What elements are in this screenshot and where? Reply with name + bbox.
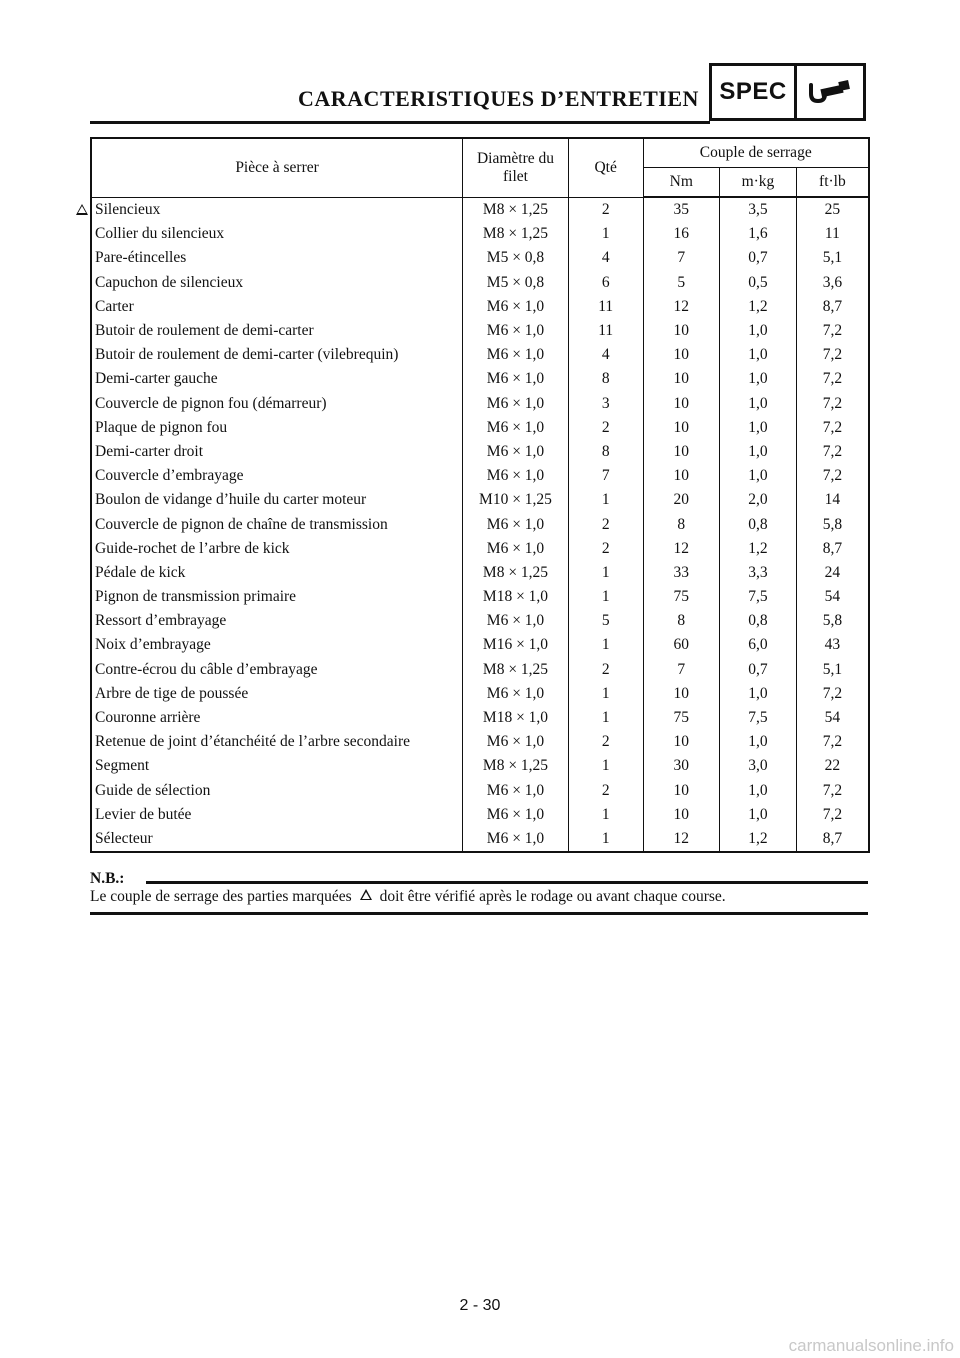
cell-mkg: 1,0 bbox=[720, 392, 797, 416]
cell-part: Couvercle de pignon de chaîne de transmission bbox=[91, 512, 463, 536]
spec-badge bbox=[709, 63, 866, 121]
cell-part: Contre-écrou du câble d’embrayage bbox=[91, 658, 463, 682]
cell-mkg: 0,5 bbox=[720, 271, 797, 295]
cell-mkg: 1,6 bbox=[720, 222, 797, 246]
cell-qty: 8 bbox=[568, 367, 643, 391]
cell-ftlb: 7,2 bbox=[796, 730, 869, 754]
cell-ftlb: 7,2 bbox=[796, 319, 869, 343]
cell-ftlb: 5,8 bbox=[796, 609, 869, 633]
cell-part: Retenue de joint d’étanchéité de l’arbre secondaire bbox=[91, 730, 463, 754]
cell-mkg: 1,0 bbox=[720, 343, 797, 367]
cell-mkg: 1,2 bbox=[720, 295, 797, 319]
cell-thread: M8 × 1,25 bbox=[463, 658, 569, 682]
cell-qty: 11 bbox=[568, 295, 643, 319]
cell-ftlb: 8,7 bbox=[796, 537, 869, 561]
cell-nm: 10 bbox=[643, 392, 720, 416]
cell-qty: 8 bbox=[568, 440, 643, 464]
spec-label: SPEC bbox=[712, 66, 797, 118]
cell-thread: M5 × 0,8 bbox=[463, 271, 569, 295]
cell-nm: 60 bbox=[643, 633, 720, 657]
cell-nm: 75 bbox=[643, 706, 720, 730]
torque-wrench-icon bbox=[797, 66, 863, 118]
cell-mkg: 0,8 bbox=[720, 609, 797, 633]
cell-part: Noix d’embrayage bbox=[91, 633, 463, 657]
cell-thread: M6 × 1,0 bbox=[463, 827, 569, 852]
column-header-mkg: m·kg bbox=[720, 168, 797, 198]
cell-qty: 2 bbox=[568, 537, 643, 561]
cell-thread: M8 × 1,25 bbox=[463, 197, 569, 222]
cell-qty: 1 bbox=[568, 706, 643, 730]
table-row bbox=[91, 537, 869, 561]
cell-ftlb: 5,1 bbox=[796, 658, 869, 682]
cell-thread: M6 × 1,0 bbox=[463, 730, 569, 754]
cell-mkg: 0,7 bbox=[720, 658, 797, 682]
cell-part: Ressort d’embrayage bbox=[91, 609, 463, 633]
table-row bbox=[91, 827, 869, 852]
table-row bbox=[91, 730, 869, 754]
cell-ftlb: 7,2 bbox=[796, 803, 869, 827]
column-header-part: Pièce à serrer bbox=[91, 138, 463, 197]
cell-thread: M6 × 1,0 bbox=[463, 803, 569, 827]
cell-qty: 6 bbox=[568, 271, 643, 295]
cell-part: Boulon de vidange d’huile du carter moteur bbox=[91, 488, 463, 512]
cell-qty: 2 bbox=[568, 730, 643, 754]
cell-part: Demi-carter gauche bbox=[91, 367, 463, 391]
table-row bbox=[91, 512, 869, 536]
table-row bbox=[91, 585, 869, 609]
cell-ftlb: 7,2 bbox=[796, 779, 869, 803]
cell-ftlb: 5,1 bbox=[796, 246, 869, 270]
cell-part: Arbre de tige de poussée bbox=[91, 682, 463, 706]
cell-thread: M18 × 1,0 bbox=[463, 706, 569, 730]
cell-nm: 75 bbox=[643, 585, 720, 609]
cell-part: Levier de butée bbox=[91, 803, 463, 827]
cell-thread: M6 × 1,0 bbox=[463, 343, 569, 367]
cell-mkg: 1,0 bbox=[720, 367, 797, 391]
cell-qty: 2 bbox=[568, 658, 643, 682]
cell-mkg: 7,5 bbox=[720, 706, 797, 730]
cell-mkg: 7,5 bbox=[720, 585, 797, 609]
table-row bbox=[91, 246, 869, 270]
note-text: Le couple de serrage des parties marquées doit être vérifié après le rodage ou avant chaque course. bbox=[90, 888, 726, 905]
cell-thread: M6 × 1,0 bbox=[463, 295, 569, 319]
table-row bbox=[91, 343, 869, 367]
cell-ftlb: 7,2 bbox=[796, 392, 869, 416]
table-row bbox=[91, 392, 869, 416]
cell-mkg: 1,0 bbox=[720, 730, 797, 754]
header-rule bbox=[90, 121, 710, 124]
cell-nm: 10 bbox=[643, 440, 720, 464]
table-row bbox=[91, 658, 869, 682]
note-label: N.B.: bbox=[90, 870, 125, 887]
cell-mkg: 1,2 bbox=[720, 827, 797, 852]
cell-part: Butoir de roulement de demi-carter bbox=[91, 319, 463, 343]
cell-thread: M6 × 1,0 bbox=[463, 609, 569, 633]
cell-ftlb: 5,8 bbox=[796, 512, 869, 536]
cell-ftlb: 43 bbox=[796, 633, 869, 657]
table-row bbox=[91, 367, 869, 391]
cell-mkg: 1,0 bbox=[720, 803, 797, 827]
cell-mkg: 2,0 bbox=[720, 488, 797, 512]
cell-mkg: 1,0 bbox=[720, 682, 797, 706]
cell-ftlb: 14 bbox=[796, 488, 869, 512]
cell-ftlb: 54 bbox=[796, 585, 869, 609]
cell-qty: 1 bbox=[568, 633, 643, 657]
cell-thread: M18 × 1,0 bbox=[463, 585, 569, 609]
cell-ftlb: 7,2 bbox=[796, 343, 869, 367]
cell-mkg: 1,0 bbox=[720, 416, 797, 440]
cell-qty: 1 bbox=[568, 682, 643, 706]
cell-nm: 12 bbox=[643, 295, 720, 319]
table-row bbox=[91, 488, 869, 512]
cell-nm: 10 bbox=[643, 319, 720, 343]
cell-mkg: 1,2 bbox=[720, 537, 797, 561]
cell-qty: 1 bbox=[568, 827, 643, 852]
cell-qty: 5 bbox=[568, 609, 643, 633]
table-row bbox=[91, 319, 869, 343]
cell-part: Carter bbox=[91, 295, 463, 319]
cell-ftlb: 7,2 bbox=[796, 682, 869, 706]
cell-part: Guide de sélection bbox=[91, 779, 463, 803]
cell-nm: 10 bbox=[643, 343, 720, 367]
page-number: 2 - 30 bbox=[459, 1297, 501, 1314]
cell-part: Couvercle d’embrayage bbox=[91, 464, 463, 488]
note-rule-top bbox=[146, 881, 868, 884]
cell-thread: M8 × 1,25 bbox=[463, 222, 569, 246]
cell-qty: 2 bbox=[568, 512, 643, 536]
column-header-thread: Diamètre du filet bbox=[463, 138, 569, 197]
cell-ftlb: 7,2 bbox=[796, 416, 869, 440]
torque-spec-table bbox=[90, 137, 870, 853]
cell-nm: 5 bbox=[643, 271, 720, 295]
cell-part: Sélecteur bbox=[91, 827, 463, 852]
cell-thread: M6 × 1,0 bbox=[463, 779, 569, 803]
cell-ftlb: 3,6 bbox=[796, 271, 869, 295]
table-row bbox=[91, 754, 869, 778]
cell-thread: M6 × 1,0 bbox=[463, 440, 569, 464]
cell-thread: M5 × 0,8 bbox=[463, 246, 569, 270]
cell-thread: M6 × 1,0 bbox=[463, 682, 569, 706]
cell-part: Demi-carter droit bbox=[91, 440, 463, 464]
cell-part: Butoir de roulement de demi-carter (vilebrequin) bbox=[91, 343, 463, 367]
cell-nm: 33 bbox=[643, 561, 720, 585]
cell-ftlb: 8,7 bbox=[796, 295, 869, 319]
cell-ftlb: 22 bbox=[796, 754, 869, 778]
cell-thread: M8 × 1,25 bbox=[463, 561, 569, 585]
triangle-marker-icon bbox=[360, 889, 372, 900]
cell-thread: M6 × 1,0 bbox=[463, 537, 569, 561]
cell-nm: 7 bbox=[643, 246, 720, 270]
table-row bbox=[91, 295, 869, 319]
cell-qty: 1 bbox=[568, 561, 643, 585]
cell-qty: 4 bbox=[568, 343, 643, 367]
cell-nm: 30 bbox=[643, 754, 720, 778]
cell-ftlb: 7,2 bbox=[796, 440, 869, 464]
cell-nm: 8 bbox=[643, 512, 720, 536]
cell-nm: 16 bbox=[643, 222, 720, 246]
cell-nm: 10 bbox=[643, 464, 720, 488]
cell-qty: 7 bbox=[568, 464, 643, 488]
table-row bbox=[91, 779, 869, 803]
cell-nm: 8 bbox=[643, 609, 720, 633]
cell-nm: 10 bbox=[643, 730, 720, 754]
cell-qty: 4 bbox=[568, 246, 643, 270]
watermark: carmanualsonline.info bbox=[788, 1336, 954, 1355]
cell-mkg: 3,0 bbox=[720, 754, 797, 778]
cell-qty: 3 bbox=[568, 392, 643, 416]
column-header-nm: Nm bbox=[643, 168, 720, 198]
cell-part: Guide-rochet de l’arbre de kick bbox=[91, 537, 463, 561]
cell-thread: M6 × 1,0 bbox=[463, 464, 569, 488]
cell-qty: 1 bbox=[568, 754, 643, 778]
table-row bbox=[91, 803, 869, 827]
cell-nm: 10 bbox=[643, 416, 720, 440]
cell-ftlb: 54 bbox=[796, 706, 869, 730]
cell-nm: 20 bbox=[643, 488, 720, 512]
cell-mkg: 3,3 bbox=[720, 561, 797, 585]
table-row bbox=[91, 440, 869, 464]
cell-part: Couvercle de pignon fou (démarreur) bbox=[91, 392, 463, 416]
cell-nm: 35 bbox=[643, 197, 720, 222]
table-row bbox=[91, 706, 869, 730]
cell-part: Couronne arrière bbox=[91, 706, 463, 730]
table-row bbox=[91, 416, 869, 440]
cell-qty: 1 bbox=[568, 488, 643, 512]
cell-mkg: 1,0 bbox=[720, 440, 797, 464]
cell-part: Silencieux bbox=[91, 197, 463, 222]
cell-ftlb: 7,2 bbox=[796, 367, 869, 391]
column-header-ftlb: ft·lb bbox=[796, 168, 869, 198]
cell-nm: 10 bbox=[643, 367, 720, 391]
cell-mkg: 6,0 bbox=[720, 633, 797, 657]
cell-part: Pare-étincelles bbox=[91, 246, 463, 270]
cell-mkg: 0,7 bbox=[720, 246, 797, 270]
cell-thread: M16 × 1,0 bbox=[463, 633, 569, 657]
cell-thread: M8 × 1,25 bbox=[463, 754, 569, 778]
cell-part: Pédale de kick bbox=[91, 561, 463, 585]
cell-qty: 2 bbox=[568, 416, 643, 440]
cell-nm: 12 bbox=[643, 537, 720, 561]
table-row bbox=[91, 682, 869, 706]
cell-ftlb: 11 bbox=[796, 222, 869, 246]
cell-part: Collier du silencieux bbox=[91, 222, 463, 246]
table-row bbox=[91, 609, 869, 633]
cell-qty: 2 bbox=[568, 779, 643, 803]
cell-qty: 1 bbox=[568, 222, 643, 246]
cell-mkg: 0,8 bbox=[720, 512, 797, 536]
table-row bbox=[91, 633, 869, 657]
cell-mkg: 3,5 bbox=[720, 197, 797, 222]
cell-mkg: 1,0 bbox=[720, 464, 797, 488]
table-row bbox=[91, 271, 869, 295]
cell-thread: M6 × 1,0 bbox=[463, 392, 569, 416]
cell-nm: 10 bbox=[643, 779, 720, 803]
cell-mkg: 1,0 bbox=[720, 779, 797, 803]
cell-part: Capuchon de silencieux bbox=[91, 271, 463, 295]
cell-nm: 10 bbox=[643, 803, 720, 827]
cell-qty: 2 bbox=[568, 197, 643, 222]
cell-qty: 11 bbox=[568, 319, 643, 343]
cell-thread: M6 × 1,0 bbox=[463, 319, 569, 343]
table-row bbox=[91, 197, 869, 222]
cell-thread: M6 × 1,0 bbox=[463, 416, 569, 440]
cell-ftlb: 7,2 bbox=[796, 464, 869, 488]
cell-part: Pignon de transmission primaire bbox=[91, 585, 463, 609]
table-row bbox=[91, 464, 869, 488]
cell-thread: M10 × 1,25 bbox=[463, 488, 569, 512]
cell-mkg: 1,0 bbox=[720, 319, 797, 343]
note-rule-bottom bbox=[90, 912, 868, 915]
cell-nm: 7 bbox=[643, 658, 720, 682]
cell-part: Plaque de pignon fou bbox=[91, 416, 463, 440]
triangle-marker-icon bbox=[76, 204, 88, 215]
cell-nm: 12 bbox=[643, 827, 720, 852]
page-title: CARACTERISTIQUES D’ENTRETIEN bbox=[298, 86, 699, 111]
cell-thread: M6 × 1,0 bbox=[463, 512, 569, 536]
cell-nm: 10 bbox=[643, 682, 720, 706]
cell-thread: M6 × 1,0 bbox=[463, 367, 569, 391]
cell-ftlb: 8,7 bbox=[796, 827, 869, 852]
cell-ftlb: 25 bbox=[796, 197, 869, 222]
cell-part: Segment bbox=[91, 754, 463, 778]
table-row bbox=[91, 561, 869, 585]
table-row bbox=[91, 222, 869, 246]
cell-qty: 1 bbox=[568, 803, 643, 827]
column-header-torque: Couple de serrage bbox=[643, 138, 869, 168]
cell-qty: 1 bbox=[568, 585, 643, 609]
cell-ftlb: 24 bbox=[796, 561, 869, 585]
column-header-qty: Qté bbox=[568, 138, 643, 197]
